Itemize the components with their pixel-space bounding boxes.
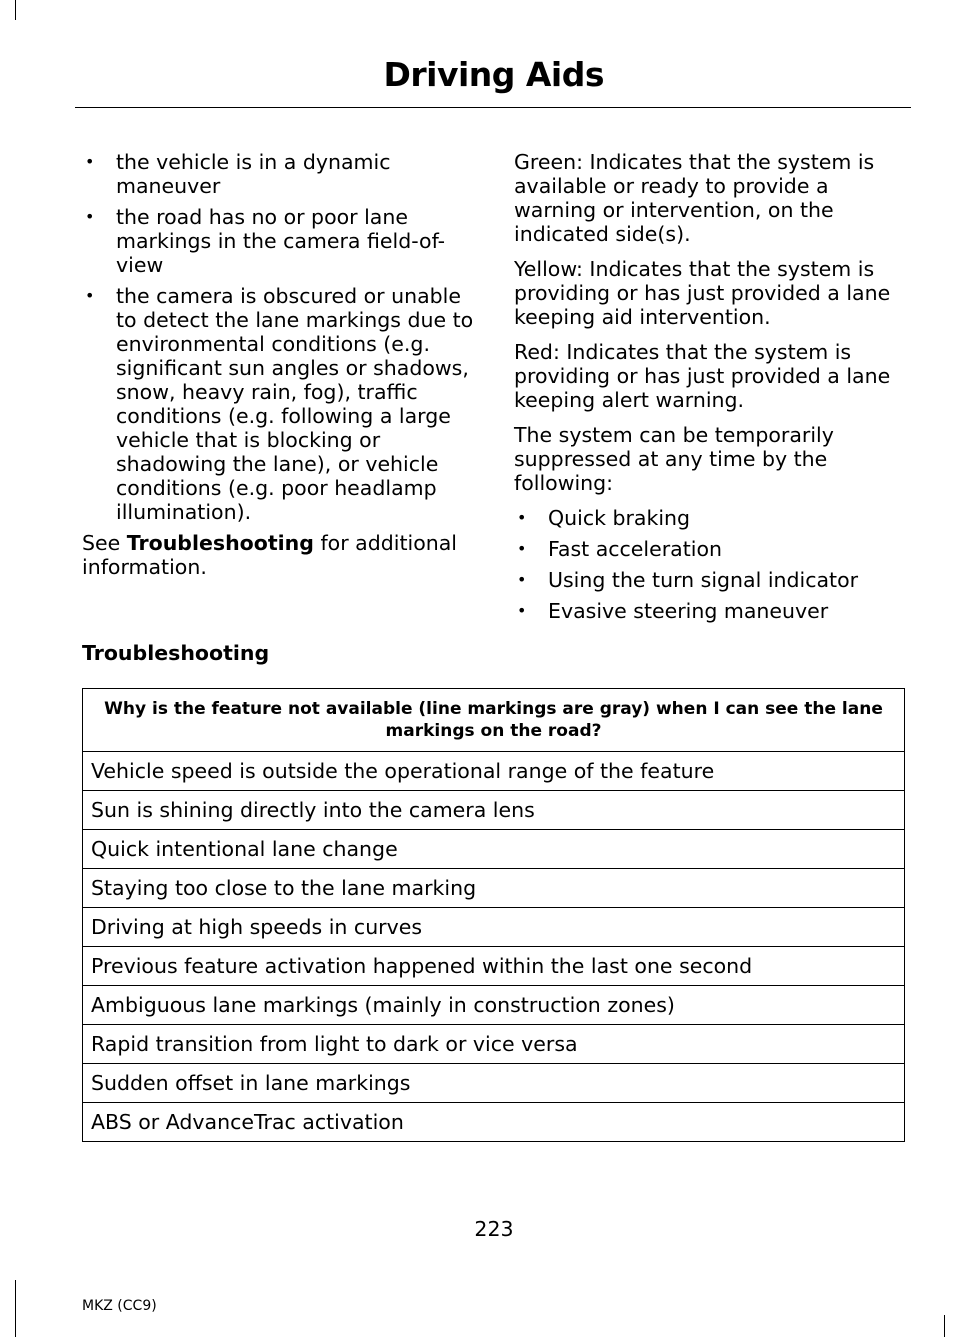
left-column <box>82 150 482 590</box>
header-divider <box>75 107 911 108</box>
crop-mark-bottom-right <box>944 1315 945 1337</box>
table-cell: ABS or AdvanceTrac activation <box>83 1103 905 1142</box>
table-header: Why is the feature not available (line markings are gray) when I can see the lane markings on the road? <box>83 689 905 752</box>
table-cell: Vehicle speed is outside the operational range of the feature <box>83 752 905 791</box>
table-header-row <box>83 689 905 752</box>
list-item: • Fast acceleration <box>514 537 904 561</box>
troubleshooting-table <box>82 688 905 1142</box>
right-column <box>514 150 904 630</box>
table-cell: Sudden offset in lane markings <box>83 1064 905 1103</box>
list-item: • Quick braking <box>514 506 904 530</box>
table-row <box>83 947 905 986</box>
table-row <box>83 1025 905 1064</box>
page-number: 223 <box>474 1217 514 1241</box>
troubleshooting-reference: Troubleshooting <box>126 531 314 555</box>
see-prefix: See <box>82 531 127 555</box>
see-also-paragraph <box>82 531 482 579</box>
table-cell: Ambiguous lane markings (mainly in construction zones) <box>83 986 905 1025</box>
list-item: • Using the turn signal indicator <box>514 568 904 592</box>
table-cell: Quick intentional lane change <box>83 830 905 869</box>
table-cell: Sun is shining directly into the camera lens <box>83 791 905 830</box>
list-item: • Evasive steering maneuver <box>514 599 904 623</box>
table-cell: Staying too close to the lane marking <box>83 869 905 908</box>
crop-mark-top-left <box>15 0 16 20</box>
table-row <box>83 908 905 947</box>
table-row <box>83 869 905 908</box>
table-row <box>83 752 905 791</box>
page-title: Driving Aids <box>383 55 604 94</box>
list-item: • the vehicle is in a dynamic maneuver <box>82 150 482 198</box>
yellow-indicator-paragraph: Yellow: Indicates that the system is providing or has just provided a lane keeping aid intervention. <box>514 257 891 329</box>
section-heading: Troubleshooting <box>82 641 270 665</box>
table-row <box>83 830 905 869</box>
model-code: MKZ (CC9) <box>82 1298 157 1314</box>
list-item: • the road has no or poor lane markings in the camera field-of-view <box>82 205 482 277</box>
table-row <box>83 1064 905 1103</box>
table-row <box>83 1103 905 1142</box>
left-bullet-list <box>82 150 482 524</box>
table-cell: Rapid transition from light to dark or vice versa <box>83 1025 905 1064</box>
red-indicator-paragraph: Red: Indicates that the system is providing or has just provided a lane keeping alert warning. <box>514 340 891 412</box>
table-row <box>83 986 905 1025</box>
list-item: • the camera is obscured or unable to detect the lane markings due to environmental conditions (e.g. significant sun angles or shadows, snow, heavy rain, fog), traffic conditions (e.g. following a large vehicle that is blocking or shadowing the lane), or vehicle conditions (e.g. poor headlamp illumination). <box>82 284 482 524</box>
suppression-paragraph: The system can be temporarily suppressed at any time by the following: <box>514 423 834 495</box>
green-indicator-paragraph: Green: Indicates that the system is available or ready to provide a warning or intervention, on the indicated side(s). <box>514 150 875 246</box>
suppression-bullet-list <box>514 506 904 623</box>
crop-mark-bottom-left <box>15 1280 16 1337</box>
see-suffix: for additional information. <box>82 531 457 579</box>
table-cell: Previous feature activation happened within the last one second <box>83 947 905 986</box>
table-cell: Driving at high speeds in curves <box>83 908 905 947</box>
table-row <box>83 791 905 830</box>
